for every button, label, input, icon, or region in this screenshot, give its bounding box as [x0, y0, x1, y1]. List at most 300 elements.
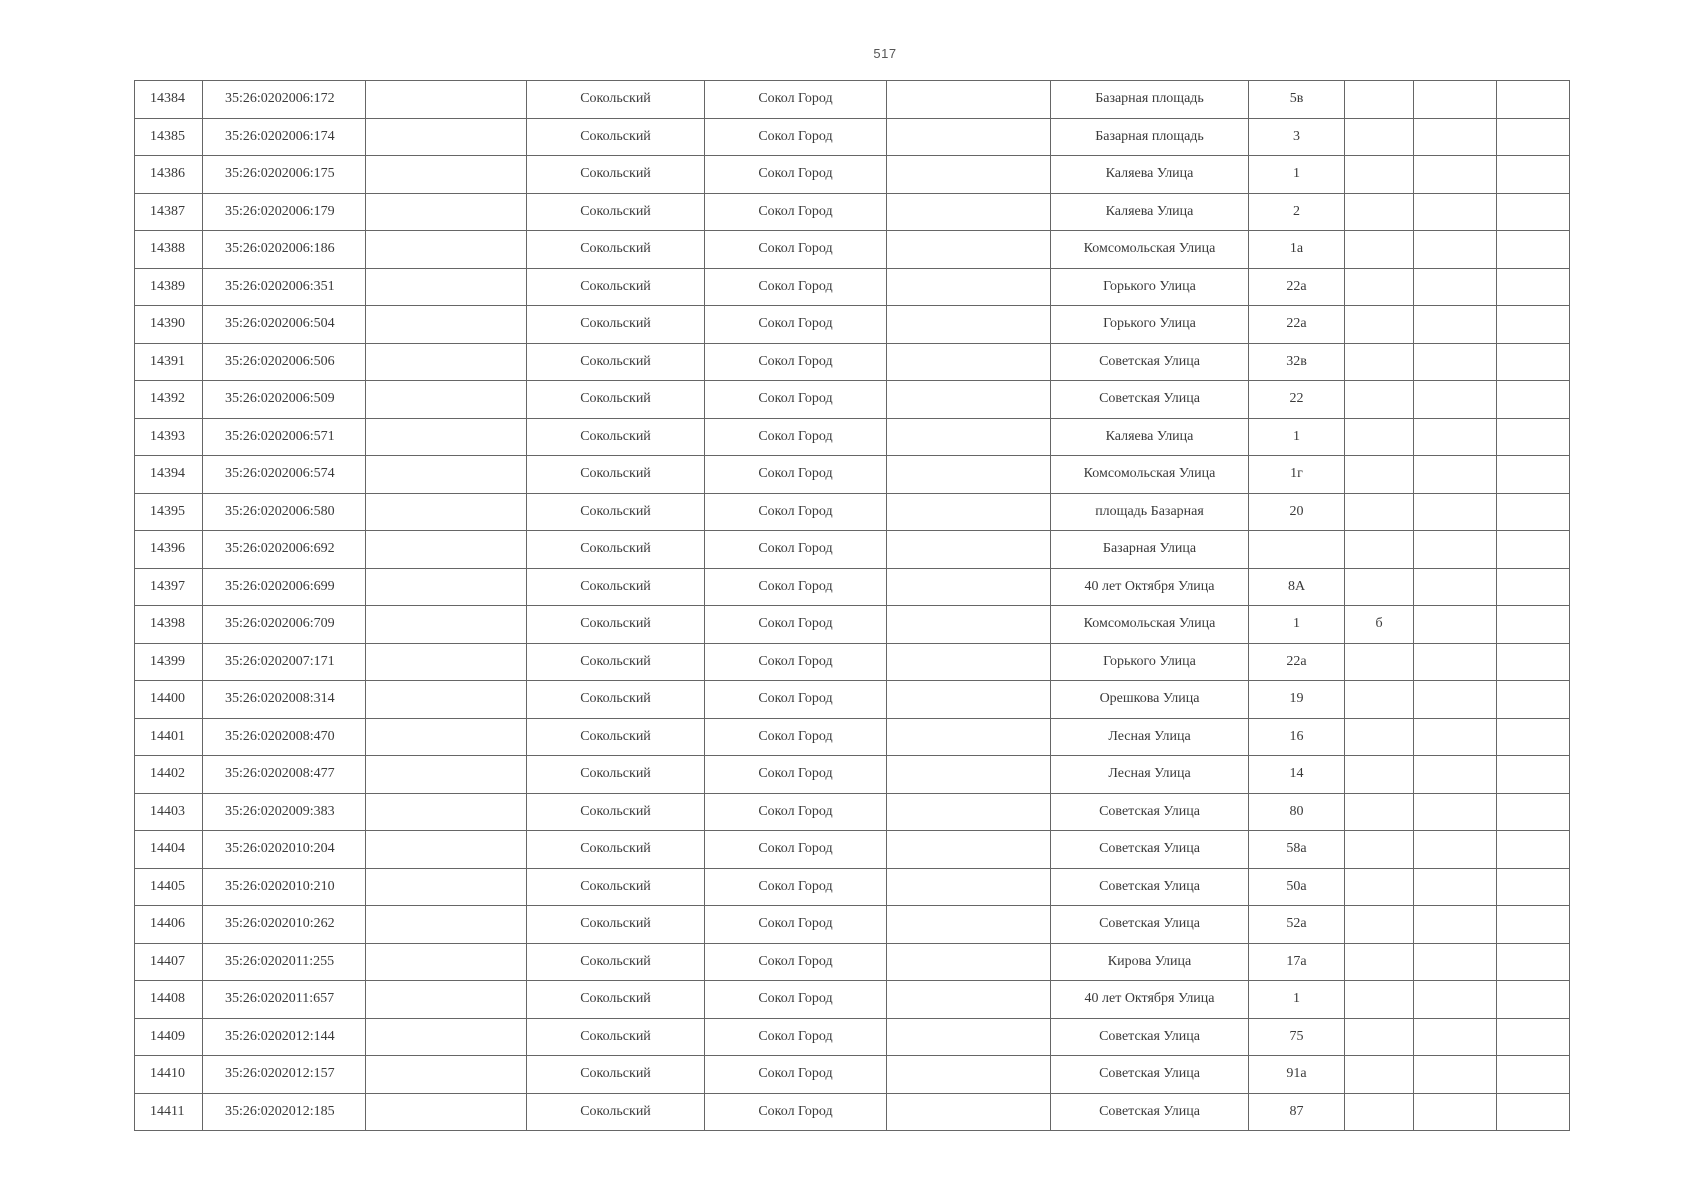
district-cell: Сокольский: [527, 1093, 705, 1131]
district-cell: Сокольский: [527, 831, 705, 869]
empty-cell: [1497, 531, 1570, 569]
empty-cell: [887, 268, 1051, 306]
empty-cell: [366, 81, 527, 119]
cadastral-number-cell: 35:26:0202006:692: [203, 531, 366, 569]
empty-cell: [366, 343, 527, 381]
street-cell: Советская Улица: [1051, 906, 1249, 944]
house-number-cell: 87: [1249, 1093, 1345, 1131]
empty-cell: [1414, 568, 1497, 606]
empty-cell: [1414, 268, 1497, 306]
empty-cell: [887, 756, 1051, 794]
cadastral-number-cell: 35:26:0202010:210: [203, 868, 366, 906]
empty-cell: [1414, 493, 1497, 531]
empty-cell: [887, 943, 1051, 981]
table-row: [135, 681, 1570, 719]
locality-cell: Сокол Город: [705, 493, 887, 531]
street-cell: Советская Улица: [1051, 868, 1249, 906]
row-number-cell: 14398: [135, 606, 203, 644]
row-number-cell: 14384: [135, 81, 203, 119]
locality-cell: Сокол Город: [705, 456, 887, 494]
empty-cell: [1497, 81, 1570, 119]
table-row: [135, 1056, 1570, 1094]
locality-cell: Сокол Город: [705, 643, 887, 681]
house-number-cell: 16: [1249, 718, 1345, 756]
cadastral-number-cell: 35:26:0202011:657: [203, 981, 366, 1019]
table-row: [135, 868, 1570, 906]
empty-cell: [887, 193, 1051, 231]
table-row: [135, 268, 1570, 306]
locality-cell: Сокол Город: [705, 343, 887, 381]
building-cell: [1345, 681, 1414, 719]
building-cell: [1345, 381, 1414, 419]
district-cell: Сокольский: [527, 718, 705, 756]
district-cell: Сокольский: [527, 118, 705, 156]
row-number-cell: 14399: [135, 643, 203, 681]
empty-cell: [1497, 231, 1570, 269]
cadastral-number-cell: 35:26:0202006:574: [203, 456, 366, 494]
district-cell: Сокольский: [527, 493, 705, 531]
house-number-cell: 1: [1249, 606, 1345, 644]
district-cell: Сокольский: [527, 306, 705, 344]
cadastral-number-cell: 35:26:0202006:509: [203, 381, 366, 419]
house-number-cell: 19: [1249, 681, 1345, 719]
empty-cell: [887, 681, 1051, 719]
cadastral-number-cell: 35:26:0202006:179: [203, 193, 366, 231]
empty-cell: [1414, 718, 1497, 756]
empty-cell: [366, 793, 527, 831]
empty-cell: [1497, 868, 1570, 906]
empty-cell: [887, 643, 1051, 681]
empty-cell: [1414, 606, 1497, 644]
district-cell: Сокольский: [527, 343, 705, 381]
cadastral-number-cell: 35:26:0202006:571: [203, 418, 366, 456]
locality-cell: Сокол Город: [705, 906, 887, 944]
district-cell: Сокольский: [527, 756, 705, 794]
empty-cell: [1414, 81, 1497, 119]
table-row: [135, 906, 1570, 944]
empty-cell: [1414, 681, 1497, 719]
empty-cell: [366, 531, 527, 569]
house-number-cell: 1: [1249, 981, 1345, 1019]
row-number-cell: 14406: [135, 906, 203, 944]
row-number-cell: 14386: [135, 156, 203, 194]
building-cell: [1345, 906, 1414, 944]
empty-cell: [1414, 456, 1497, 494]
row-number-cell: 14407: [135, 943, 203, 981]
cadastral-number-cell: 35:26:0202012:144: [203, 1018, 366, 1056]
empty-cell: [366, 118, 527, 156]
row-number-cell: 14401: [135, 718, 203, 756]
empty-cell: [1497, 306, 1570, 344]
building-cell: [1345, 831, 1414, 869]
empty-cell: [1497, 193, 1570, 231]
cadastral-number-cell: 35:26:0202010:262: [203, 906, 366, 944]
empty-cell: [1497, 681, 1570, 719]
empty-cell: [1414, 943, 1497, 981]
locality-cell: Сокол Город: [705, 981, 887, 1019]
registry-table-body: [135, 81, 1570, 1131]
row-number-cell: 14411: [135, 1093, 203, 1131]
empty-cell: [887, 831, 1051, 869]
locality-cell: Сокол Город: [705, 943, 887, 981]
locality-cell: Сокол Город: [705, 81, 887, 119]
empty-cell: [366, 1056, 527, 1094]
street-cell: Советская Улица: [1051, 793, 1249, 831]
empty-cell: [366, 193, 527, 231]
street-cell: Советская Улица: [1051, 831, 1249, 869]
table-row: [135, 606, 1570, 644]
street-cell: Горького Улица: [1051, 643, 1249, 681]
row-number-cell: 14389: [135, 268, 203, 306]
empty-cell: [1414, 531, 1497, 569]
empty-cell: [1414, 756, 1497, 794]
street-cell: Каляева Улица: [1051, 418, 1249, 456]
table-row: [135, 118, 1570, 156]
table-row: [135, 81, 1570, 119]
street-cell: Комсомольская Улица: [1051, 456, 1249, 494]
empty-cell: [366, 268, 527, 306]
empty-cell: [887, 418, 1051, 456]
district-cell: Сокольский: [527, 793, 705, 831]
empty-cell: [1414, 1093, 1497, 1131]
row-number-cell: 14391: [135, 343, 203, 381]
table-row: [135, 718, 1570, 756]
row-number-cell: 14388: [135, 231, 203, 269]
empty-cell: [1414, 906, 1497, 944]
locality-cell: Сокол Город: [705, 531, 887, 569]
empty-cell: [1414, 306, 1497, 344]
table-row: [135, 231, 1570, 269]
cadastral-number-cell: 35:26:0202006:186: [203, 231, 366, 269]
house-number-cell: 91а: [1249, 1056, 1345, 1094]
house-number-cell: 17а: [1249, 943, 1345, 981]
empty-cell: [887, 456, 1051, 494]
district-cell: Сокольский: [527, 531, 705, 569]
house-number-cell: 52а: [1249, 906, 1345, 944]
district-cell: Сокольский: [527, 156, 705, 194]
building-cell: [1345, 343, 1414, 381]
empty-cell: [1497, 906, 1570, 944]
street-cell: площадь Базарная: [1051, 493, 1249, 531]
row-number-cell: 14408: [135, 981, 203, 1019]
empty-cell: [1497, 1018, 1570, 1056]
locality-cell: Сокол Город: [705, 381, 887, 419]
cadastral-number-cell: 35:26:0202010:204: [203, 831, 366, 869]
empty-cell: [887, 981, 1051, 1019]
cadastral-number-cell: 35:26:0202007:171: [203, 643, 366, 681]
street-cell: Горького Улица: [1051, 268, 1249, 306]
empty-cell: [1414, 868, 1497, 906]
locality-cell: Сокол Город: [705, 1018, 887, 1056]
row-number-cell: 14403: [135, 793, 203, 831]
locality-cell: Сокол Город: [705, 793, 887, 831]
empty-cell: [366, 718, 527, 756]
empty-cell: [1414, 981, 1497, 1019]
house-number-cell: 1а: [1249, 231, 1345, 269]
empty-cell: [887, 1056, 1051, 1094]
row-number-cell: 14400: [135, 681, 203, 719]
table-row: [135, 943, 1570, 981]
locality-cell: Сокол Город: [705, 306, 887, 344]
empty-cell: [1414, 793, 1497, 831]
building-cell: б: [1345, 606, 1414, 644]
locality-cell: Сокол Город: [705, 831, 887, 869]
empty-cell: [1414, 118, 1497, 156]
district-cell: Сокольский: [527, 568, 705, 606]
building-cell: [1345, 568, 1414, 606]
empty-cell: [1497, 981, 1570, 1019]
table-row: [135, 1018, 1570, 1056]
cadastral-number-cell: 35:26:0202008:314: [203, 681, 366, 719]
cadastral-number-cell: 35:26:0202012:157: [203, 1056, 366, 1094]
house-number-cell: 75: [1249, 1018, 1345, 1056]
cadastral-number-cell: 35:26:0202011:255: [203, 943, 366, 981]
house-number-cell: 1: [1249, 156, 1345, 194]
district-cell: Сокольский: [527, 643, 705, 681]
empty-cell: [1497, 756, 1570, 794]
table-row: [135, 568, 1570, 606]
empty-cell: [887, 343, 1051, 381]
street-cell: Каляева Улица: [1051, 156, 1249, 194]
district-cell: Сокольский: [527, 456, 705, 494]
empty-cell: [887, 306, 1051, 344]
building-cell: [1345, 193, 1414, 231]
building-cell: [1345, 1093, 1414, 1131]
row-number-cell: 14410: [135, 1056, 203, 1094]
street-cell: Горького Улица: [1051, 306, 1249, 344]
locality-cell: Сокол Город: [705, 756, 887, 794]
cadastral-number-cell: 35:26:0202012:185: [203, 1093, 366, 1131]
table-row: [135, 643, 1570, 681]
empty-cell: [887, 1093, 1051, 1131]
empty-cell: [1497, 118, 1570, 156]
locality-cell: Сокол Город: [705, 1056, 887, 1094]
cadastral-number-cell: 35:26:0202008:477: [203, 756, 366, 794]
table-row: [135, 756, 1570, 794]
building-cell: [1345, 756, 1414, 794]
locality-cell: Сокол Город: [705, 868, 887, 906]
registry-table: [134, 80, 1570, 1131]
empty-cell: [1414, 1018, 1497, 1056]
empty-cell: [366, 868, 527, 906]
page-number: 517: [873, 46, 897, 61]
district-cell: Сокольский: [527, 943, 705, 981]
building-cell: [1345, 118, 1414, 156]
row-number-cell: 14409: [135, 1018, 203, 1056]
empty-cell: [1497, 831, 1570, 869]
row-number-cell: 14387: [135, 193, 203, 231]
house-number-cell: 3: [1249, 118, 1345, 156]
table-row: [135, 456, 1570, 494]
locality-cell: Сокол Город: [705, 568, 887, 606]
cadastral-number-cell: 35:26:0202006:172: [203, 81, 366, 119]
empty-cell: [366, 606, 527, 644]
empty-cell: [1414, 343, 1497, 381]
empty-cell: [1497, 643, 1570, 681]
empty-cell: [887, 381, 1051, 419]
empty-cell: [366, 1093, 527, 1131]
house-number-cell: 20: [1249, 493, 1345, 531]
building-cell: [1345, 1056, 1414, 1094]
house-number-cell: 1г: [1249, 456, 1345, 494]
empty-cell: [1414, 231, 1497, 269]
empty-cell: [887, 906, 1051, 944]
table-row: [135, 418, 1570, 456]
row-number-cell: 14395: [135, 493, 203, 531]
empty-cell: [366, 943, 527, 981]
district-cell: Сокольский: [527, 268, 705, 306]
empty-cell: [887, 156, 1051, 194]
cadastral-number-cell: 35:26:0202006:174: [203, 118, 366, 156]
empty-cell: [1497, 418, 1570, 456]
empty-cell: [887, 568, 1051, 606]
cadastral-number-cell: 35:26:0202009:383: [203, 793, 366, 831]
district-cell: Сокольский: [527, 381, 705, 419]
table-row: [135, 381, 1570, 419]
empty-cell: [366, 418, 527, 456]
house-number-cell: 32в: [1249, 343, 1345, 381]
locality-cell: Сокол Город: [705, 606, 887, 644]
house-number-cell: 22а: [1249, 306, 1345, 344]
district-cell: Сокольский: [527, 981, 705, 1019]
empty-cell: [366, 568, 527, 606]
empty-cell: [887, 793, 1051, 831]
empty-cell: [366, 681, 527, 719]
empty-cell: [1414, 193, 1497, 231]
empty-cell: [1497, 606, 1570, 644]
cadastral-number-cell: 35:26:0202006:351: [203, 268, 366, 306]
empty-cell: [887, 493, 1051, 531]
street-cell: Комсомольская Улица: [1051, 606, 1249, 644]
street-cell: Советская Улица: [1051, 1018, 1249, 1056]
locality-cell: Сокол Город: [705, 418, 887, 456]
row-number-cell: 14394: [135, 456, 203, 494]
empty-cell: [366, 456, 527, 494]
table-row: [135, 156, 1570, 194]
empty-cell: [366, 156, 527, 194]
empty-cell: [1497, 456, 1570, 494]
locality-cell: Сокол Город: [705, 231, 887, 269]
district-cell: Сокольский: [527, 606, 705, 644]
locality-cell: Сокол Город: [705, 118, 887, 156]
empty-cell: [1414, 418, 1497, 456]
building-cell: [1345, 718, 1414, 756]
cadastral-number-cell: 35:26:0202006:709: [203, 606, 366, 644]
table-row: [135, 531, 1570, 569]
street-cell: Базарная площадь: [1051, 81, 1249, 119]
row-number-cell: 14392: [135, 381, 203, 419]
district-cell: Сокольский: [527, 418, 705, 456]
cadastral-number-cell: 35:26:0202006:580: [203, 493, 366, 531]
district-cell: Сокольский: [527, 81, 705, 119]
house-number-cell: [1249, 531, 1345, 569]
empty-cell: [1414, 643, 1497, 681]
house-number-cell: 58а: [1249, 831, 1345, 869]
table-row: [135, 343, 1570, 381]
district-cell: Сокольский: [527, 231, 705, 269]
empty-cell: [1497, 156, 1570, 194]
street-cell: Советская Улица: [1051, 1056, 1249, 1094]
street-cell: Базарная Улица: [1051, 531, 1249, 569]
empty-cell: [887, 231, 1051, 269]
house-number-cell: 22а: [1249, 643, 1345, 681]
district-cell: Сокольский: [527, 681, 705, 719]
house-number-cell: 22а: [1249, 268, 1345, 306]
building-cell: [1345, 231, 1414, 269]
house-number-cell: 80: [1249, 793, 1345, 831]
building-cell: [1345, 81, 1414, 119]
cadastral-number-cell: 35:26:0202006:504: [203, 306, 366, 344]
street-cell: Лесная Улица: [1051, 756, 1249, 794]
empty-cell: [366, 981, 527, 1019]
house-number-cell: 22: [1249, 381, 1345, 419]
building-cell: [1345, 493, 1414, 531]
building-cell: [1345, 868, 1414, 906]
building-cell: [1345, 943, 1414, 981]
empty-cell: [1497, 1056, 1570, 1094]
empty-cell: [1414, 831, 1497, 869]
house-number-cell: 1: [1249, 418, 1345, 456]
district-cell: Сокольский: [527, 193, 705, 231]
empty-cell: [366, 643, 527, 681]
table-row: [135, 493, 1570, 531]
building-cell: [1345, 306, 1414, 344]
empty-cell: [366, 381, 527, 419]
table-row: [135, 1093, 1570, 1131]
house-number-cell: 2: [1249, 193, 1345, 231]
district-cell: Сокольский: [527, 868, 705, 906]
empty-cell: [887, 531, 1051, 569]
table-row: [135, 831, 1570, 869]
empty-cell: [366, 306, 527, 344]
house-number-cell: 5в: [1249, 81, 1345, 119]
street-cell: 40 лет Октября Улица: [1051, 568, 1249, 606]
empty-cell: [366, 906, 527, 944]
building-cell: [1345, 1018, 1414, 1056]
row-number-cell: 14397: [135, 568, 203, 606]
street-cell: Каляева Улица: [1051, 193, 1249, 231]
empty-cell: [366, 493, 527, 531]
empty-cell: [366, 756, 527, 794]
table-row: [135, 793, 1570, 831]
row-number-cell: 14390: [135, 306, 203, 344]
row-number-cell: 14385: [135, 118, 203, 156]
row-number-cell: 14404: [135, 831, 203, 869]
empty-cell: [887, 606, 1051, 644]
cadastral-number-cell: 35:26:0202006:699: [203, 568, 366, 606]
building-cell: [1345, 156, 1414, 194]
street-cell: Орешкова Улица: [1051, 681, 1249, 719]
row-number-cell: 14396: [135, 531, 203, 569]
row-number-cell: 14393: [135, 418, 203, 456]
house-number-cell: 14: [1249, 756, 1345, 794]
empty-cell: [1414, 156, 1497, 194]
street-cell: Кирова Улица: [1051, 943, 1249, 981]
empty-cell: [1414, 381, 1497, 419]
building-cell: [1345, 456, 1414, 494]
building-cell: [1345, 981, 1414, 1019]
row-number-cell: 14402: [135, 756, 203, 794]
locality-cell: Сокол Город: [705, 193, 887, 231]
empty-cell: [1497, 343, 1570, 381]
empty-cell: [1497, 268, 1570, 306]
table-row: [135, 193, 1570, 231]
locality-cell: Сокол Город: [705, 681, 887, 719]
district-cell: Сокольский: [527, 906, 705, 944]
row-number-cell: 14405: [135, 868, 203, 906]
cadastral-number-cell: 35:26:0202006:506: [203, 343, 366, 381]
district-cell: Сокольский: [527, 1018, 705, 1056]
